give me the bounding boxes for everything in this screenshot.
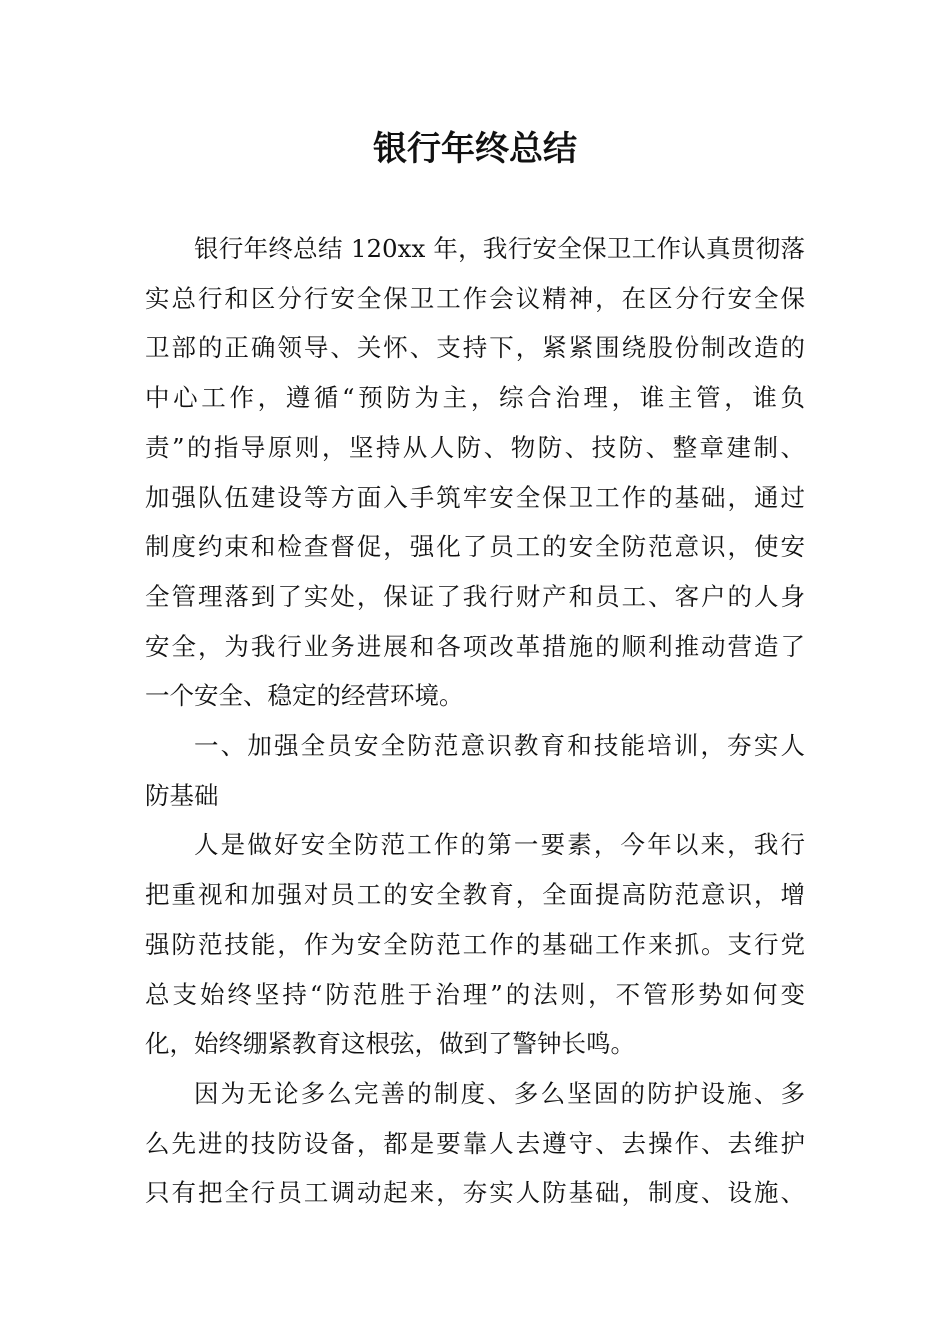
text-line: 责”的指导原则，坚持从人防、物防、技防、整章建制、 xyxy=(145,432,805,462)
text-line: 么先进的技防设备，都是要靠人去遵守、去操作、去维护 xyxy=(145,1128,805,1158)
document-title: 银行年终总结 xyxy=(373,129,577,169)
text-line: 人是做好安全防范工作的第一要素，今年以来，我行 xyxy=(194,830,805,860)
text-line: 一、加强全员安全防范意识教育和技能培训，夯实人 xyxy=(194,731,805,761)
paragraph xyxy=(145,224,805,721)
text-line: 因为无论多么完善的制度、多么坚固的防护设施、多 xyxy=(194,1078,805,1108)
text-line: 只有把全行员工调动起来，夯实人防基础，制度、设施、 xyxy=(145,1178,805,1208)
text-line: 实总行和区分行安全保卫工作会议精神，在区分行安全保 xyxy=(145,283,805,313)
text-line: 制度约束和检查督促，强化了员工的安全防范意识，使安 xyxy=(145,532,805,562)
text-line: 卫部的正确领导、关怀、支持下，紧紧围绕股份制改造的 xyxy=(145,333,805,363)
text-line: 安全，为我行业务进展和各项改革措施的顺利推动营造了 xyxy=(145,631,805,661)
text-line: 全管理落到了实处，保证了我行财产和员工、客户的人身 xyxy=(145,581,805,611)
text-line: 强防范技能，作为安全防范工作的基础工作来抓。支行党 xyxy=(145,929,805,959)
paragraph xyxy=(145,820,805,1069)
document-body xyxy=(145,224,805,1218)
text-line: 银行年终总结 120xx 年，我行安全保卫工作认真贯彻落 xyxy=(194,234,805,263)
text-line: 把重视和加强对员工的安全教育，全面提高防范意识，增 xyxy=(145,880,805,910)
paragraph xyxy=(145,721,805,820)
paragraph xyxy=(145,1069,805,1218)
text-line: 化，始终绷紧教育这根弦，做到了警钟长鸣。 xyxy=(145,1029,635,1059)
text-line: 加强队伍建设等方面入手筑牢安全保卫工作的基础，通过 xyxy=(145,482,805,512)
text-line: 总支始终坚持“防范胜于治理”的法则，不管形势如何变 xyxy=(145,979,805,1009)
text-line: 中心工作，遵循“预防为主，综合治理，谁主管，谁负 xyxy=(145,383,805,413)
text-line: 防基础 xyxy=(145,780,219,810)
text-line: 一个安全、稳定的经营环境。 xyxy=(145,681,464,711)
